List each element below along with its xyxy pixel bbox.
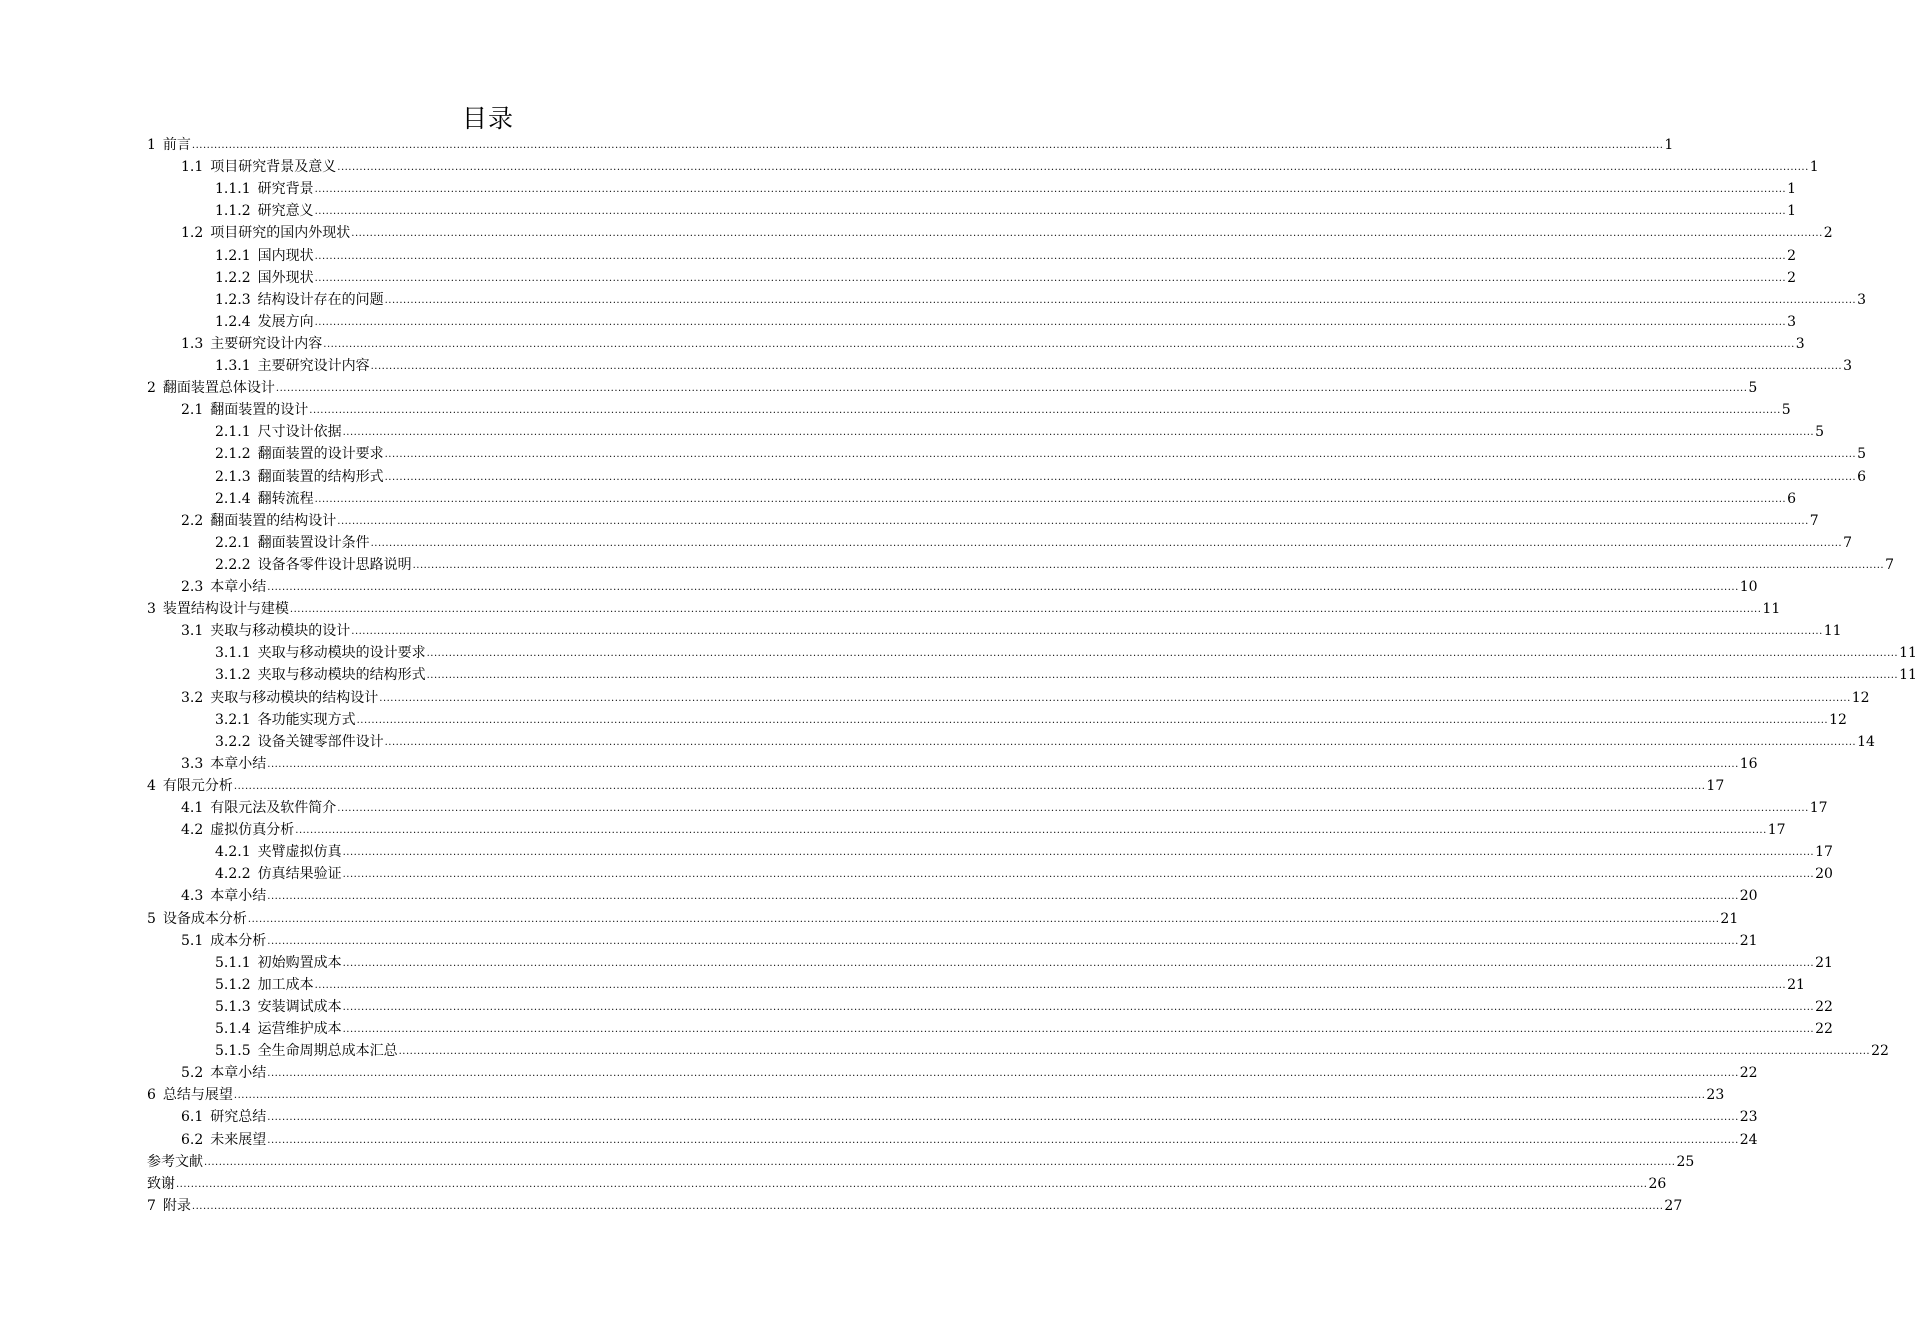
toc-entry[interactable] <box>181 1062 1758 1082</box>
toc-dot-leader: ................................................................................................................................................................................................................................................................................................................................................................................................................ <box>314 206 1787 217</box>
toc-entry-number: 2.1.3 <box>215 469 251 485</box>
toc-entry-number: 4.1 <box>181 800 204 816</box>
toc-entry-title: 翻面装置的结构设计 <box>210 513 337 529</box>
toc-dot-leader: ................................................................................................................................................................................................................................................................................................................................................................................................................ <box>233 1090 1706 1101</box>
toc-entry[interactable] <box>215 841 1833 861</box>
toc-entry[interactable] <box>181 576 1758 596</box>
toc-entry-number: 3.2.2 <box>215 734 251 750</box>
toc-entry-page-number: 17 <box>1815 844 1833 860</box>
toc-entry-page-number: 2 <box>1823 225 1833 241</box>
page-title: 目录 <box>461 104 514 133</box>
toc-entry-title: 研究总结 <box>210 1109 267 1125</box>
toc-entry[interactable] <box>147 598 1781 618</box>
toc-dot-leader: ................................................................................................................................................................................................................................................................................................................................................................................................................ <box>384 737 1857 748</box>
toc-dot-leader: ................................................................................................................................................................................................................................................................................................................................................................................................................ <box>314 317 1787 328</box>
toc-entry-title: 本章小结 <box>210 888 267 904</box>
toc-entry-number: 3.1 <box>181 623 204 639</box>
toc-entry[interactable] <box>147 377 1758 397</box>
toc-entry-title: 结构设计存在的问题 <box>257 292 384 308</box>
toc-entry-page-number: 17 <box>1809 800 1828 816</box>
toc-entry-page-number: 1 <box>1664 137 1674 153</box>
toc-entry-page-number: 11 <box>1823 623 1842 639</box>
toc-dot-leader: ................................................................................................................................................................................................................................................................................................................................................................................................................ <box>314 494 1787 505</box>
toc-entry-number: 3.1.1 <box>215 645 251 661</box>
toc-entry-page-number: 17 <box>1767 822 1786 838</box>
toc-entry-page-number: 22 <box>1739 1065 1758 1081</box>
toc-entry-title: 各功能实现方式 <box>257 712 356 728</box>
toc-entry-page-number: 21 <box>1720 911 1739 927</box>
toc-entry-number: 3.2.1 <box>215 712 251 728</box>
toc-entry-number: 2.2.2 <box>215 557 251 573</box>
toc-entry-number: 5.1.1 <box>215 955 251 971</box>
toc-dot-leader: ................................................................................................................................................................................................................................................................................................................................................................................................................ <box>176 1179 1648 1190</box>
toc-entry-page-number: 12 <box>1851 690 1870 706</box>
toc-entry-page-number: 7 <box>1885 557 1895 573</box>
toc-entry[interactable] <box>215 443 1867 463</box>
toc-entry-title: 安装调试成本 <box>257 999 342 1015</box>
toc-entry-page-number: 26 <box>1648 1176 1667 1192</box>
toc-entry-page-number: 5 <box>1815 424 1825 440</box>
toc-entry-number: 1.3.1 <box>215 358 251 374</box>
toc-dot-leader: ................................................................................................................................................................................................................................................................................................................................................................................................................ <box>356 715 1829 726</box>
toc-entry-number: 4.2 <box>181 822 204 838</box>
toc-entry-number: 1.2 <box>181 225 204 241</box>
toc-entry[interactable] <box>147 1151 1695 1171</box>
toc-entry-number: 2 <box>147 380 156 396</box>
toc-entry-page-number: 3 <box>1843 358 1853 374</box>
toc-entry-title: 装置结构设计与建模 <box>162 601 289 617</box>
toc-entry[interactable] <box>215 1040 1889 1060</box>
toc-dot-leader: ................................................................................................................................................................................................................................................................................................................................................................................................................ <box>323 339 1795 350</box>
toc-entry-number: 4.3 <box>181 888 204 904</box>
toc-entry-page-number: 23 <box>1739 1109 1758 1125</box>
toc-entry[interactable] <box>181 797 1828 817</box>
toc-entry-title: 总结与展望 <box>162 1087 233 1103</box>
toc-entry[interactable] <box>147 1195 1683 1215</box>
toc-entry[interactable] <box>215 709 1847 729</box>
toc-entry-page-number: 20 <box>1739 888 1758 904</box>
toc-entry-number: 3.3 <box>181 756 204 772</box>
toc-entry-title: 发展方向 <box>257 314 314 330</box>
toc-entry-title: 设备各零件设计思路说明 <box>257 557 412 573</box>
toc-dot-leader: ................................................................................................................................................................................................................................................................................................................................................................................................................ <box>267 1135 1739 1146</box>
toc-dot-leader: ................................................................................................................................................................................................................................................................................................................................................................................................................ <box>191 1201 1664 1212</box>
toc-entry-title: 研究意义 <box>257 203 314 219</box>
toc-entry-page-number: 22 <box>1815 1021 1833 1037</box>
toc-dot-leader: ................................................................................................................................................................................................................................................................................................................................................................................................................ <box>314 980 1787 991</box>
toc-entry-title: 夹臂虚拟仿真 <box>257 844 342 860</box>
toc-entry-title: 设备关键零部件设计 <box>257 734 384 750</box>
toc-entry-page-number: 3 <box>1787 314 1797 330</box>
toc-entry[interactable] <box>215 1018 1833 1038</box>
toc-dot-leader: ................................................................................................................................................................................................................................................................................................................................................................................................................ <box>370 361 1843 372</box>
toc-entry-number: 4.2.1 <box>215 844 251 860</box>
toc-entry-title: 虚拟仿真分析 <box>210 822 295 838</box>
toc-entry-title: 加工成本 <box>257 977 314 993</box>
toc-entry-page-number: 2 <box>1787 248 1797 264</box>
toc-entry-page-number: 5 <box>1857 446 1867 462</box>
toc-dot-leader: ................................................................................................................................................................................................................................................................................................................................................................................................................ <box>314 184 1787 195</box>
toc-entry[interactable] <box>181 399 1791 419</box>
toc-entry[interactable] <box>215 289 1867 309</box>
toc-entry[interactable] <box>215 996 1833 1016</box>
toc-entry-page-number: 7 <box>1843 535 1853 551</box>
toc-entry[interactable] <box>215 267 1797 287</box>
toc-entry[interactable] <box>215 421 1825 441</box>
toc-dot-leader: ................................................................................................................................................................................................................................................................................................................................................................................................................ <box>337 516 1809 527</box>
toc-entry-page-number: 25 <box>1676 1154 1695 1170</box>
toc-entry-page-number: 3 <box>1795 336 1805 352</box>
toc-entry-number: 1.3 <box>181 336 204 352</box>
toc-entry-number: 7 <box>147 1198 156 1214</box>
toc-entry-page-number: 3 <box>1857 292 1867 308</box>
toc-entry[interactable] <box>215 178 1797 198</box>
toc-entry-page-number: 22 <box>1815 999 1833 1015</box>
toc-dot-leader: ................................................................................................................................................................................................................................................................................................................................................................................................................ <box>384 295 1857 306</box>
toc-entry-title: 翻面装置的结构形式 <box>257 469 384 485</box>
toc-entry-page-number: 6 <box>1787 491 1797 507</box>
toc-entry-number: 2.2.1 <box>215 535 251 551</box>
toc-dot-leader: ................................................................................................................................................................................................................................................................................................................................................................................................................ <box>426 670 1899 681</box>
toc-entry[interactable] <box>181 156 1819 176</box>
toc-entry-number: 5.1.4 <box>215 1021 251 1037</box>
toc-entry[interactable] <box>215 642 1917 662</box>
toc-entry-number: 4.2.2 <box>215 866 251 882</box>
toc-entry[interactable] <box>215 731 1875 751</box>
toc-entry-page-number: 21 <box>1739 933 1758 949</box>
toc-dot-leader: ................................................................................................................................................................................................................................................................................................................................................................................................................ <box>247 914 1720 925</box>
toc-entry-number: 6.2 <box>181 1132 204 1148</box>
toc-entry-title: 成本分析 <box>210 933 267 949</box>
toc-dot-leader: ................................................................................................................................................................................................................................................................................................................................................................................................................ <box>351 228 1823 239</box>
toc-dot-leader: ................................................................................................................................................................................................................................................................................................................................................................................................................ <box>342 1002 1815 1013</box>
toc-entry[interactable] <box>215 488 1797 508</box>
toc-dot-leader: ................................................................................................................................................................................................................................................................................................................................................................................................................ <box>384 449 1857 460</box>
toc-entry-number: 2.1.2 <box>215 446 251 462</box>
toc-entry-number: 4 <box>147 778 156 794</box>
toc-entry-title: 本章小结 <box>210 579 267 595</box>
toc-entry[interactable] <box>181 333 1805 353</box>
toc-entry[interactable] <box>215 554 1895 574</box>
toc-entry-title: 附录 <box>162 1198 191 1214</box>
toc-entry-number: 2.1 <box>181 402 204 418</box>
toc-entry[interactable] <box>181 1129 1758 1149</box>
toc-entry-page-number: 1 <box>1787 181 1797 197</box>
toc-entry-page-number: 11 <box>1762 601 1781 617</box>
toc-entry[interactable] <box>215 311 1797 331</box>
toc-entry-page-number: 16 <box>1739 756 1758 772</box>
toc-entry[interactable] <box>215 200 1797 220</box>
toc-entry[interactable] <box>181 1106 1758 1126</box>
toc-entry-number: 2.1.1 <box>215 424 251 440</box>
toc-entry-page-number: 21 <box>1787 977 1805 993</box>
toc-dot-leader: ................................................................................................................................................................................................................................................................................................................................................................................................................ <box>233 781 1706 792</box>
toc-entry-number: 3 <box>147 601 156 617</box>
toc-entry-number: 2.2 <box>181 513 204 529</box>
toc-entry-page-number: 5 <box>1748 380 1758 396</box>
toc-entry-title: 项目研究背景及意义 <box>210 159 337 175</box>
toc-entry[interactable] <box>181 510 1819 530</box>
toc-entry-number: 5.1.3 <box>215 999 251 1015</box>
toc-dot-leader: ................................................................................................................................................................................................................................................................................................................................................................................................................ <box>412 560 1885 571</box>
toc-dot-leader: ................................................................................................................................................................................................................................................................................................................................................................................................................ <box>295 825 1767 836</box>
toc-entry-page-number: 12 <box>1829 712 1847 728</box>
toc-entry-title: 设备成本分析 <box>162 911 247 927</box>
toc-entry-page-number: 7 <box>1809 513 1819 529</box>
toc-entry[interactable] <box>215 974 1805 994</box>
toc-entry-number: 6.1 <box>181 1109 204 1125</box>
toc-entry-title: 参考文献 <box>147 1154 203 1170</box>
toc-entry[interactable] <box>147 1173 1667 1193</box>
toc-entry-page-number: 2 <box>1787 270 1797 286</box>
toc-entry[interactable] <box>147 1084 1725 1104</box>
toc-entry[interactable] <box>215 863 1833 883</box>
toc-entry-number: 1 <box>147 137 156 153</box>
toc-entry-title: 本章小结 <box>210 756 267 772</box>
toc-dot-leader: ................................................................................................................................................................................................................................................................................................................................................................................................................ <box>337 803 1809 814</box>
toc-dot-leader: ................................................................................................................................................................................................................................................................................................................................................................................................................ <box>314 273 1787 284</box>
toc-entry-title: 夹取与移动模块的结构形式 <box>257 667 426 683</box>
toc-dot-leader: ................................................................................................................................................................................................................................................................................................................................................................................................................ <box>289 604 1762 615</box>
toc-entry-number: 1.1 <box>181 159 204 175</box>
toc-dot-leader: ................................................................................................................................................................................................................................................................................................................................................................................................................ <box>342 427 1815 438</box>
toc-entry-title: 初始购置成本 <box>257 955 342 971</box>
toc-entry-number: 5.1 <box>181 933 204 949</box>
toc-entry-number: 6 <box>147 1087 156 1103</box>
toc-entry-page-number: 11 <box>1899 645 1917 661</box>
toc-dot-leader: ................................................................................................................................................................................................................................................................................................................................................................................................................ <box>384 472 1857 483</box>
toc-entry-page-number: 11 <box>1899 667 1917 683</box>
toc-entry-title: 主要研究设计内容 <box>257 358 370 374</box>
toc-entry-page-number: 10 <box>1739 579 1758 595</box>
toc-entry-number: 5.1.2 <box>215 977 251 993</box>
toc-dot-leader: ................................................................................................................................................................................................................................................................................................................................................................................................................ <box>342 1024 1815 1035</box>
toc-dot-leader: ................................................................................................................................................................................................................................................................................................................................................................................................................ <box>267 936 1739 947</box>
toc-dot-leader: ................................................................................................................................................................................................................................................................................................................................................................................................................ <box>398 1046 1871 1057</box>
toc-entry-number: 1.2.3 <box>215 292 251 308</box>
toc-dot-leader: ................................................................................................................................................................................................................................................................................................................................................................................................................ <box>342 869 1815 880</box>
toc-entry[interactable] <box>147 908 1739 928</box>
toc-entry-title: 有限元分析 <box>162 778 233 794</box>
toc-entry-page-number: 1 <box>1809 159 1819 175</box>
toc-entry-page-number: 22 <box>1871 1043 1889 1059</box>
toc-entry-number: 3.1.2 <box>215 667 251 683</box>
toc-entry-title: 仿真结果验证 <box>257 866 342 882</box>
toc-dot-leader: ................................................................................................................................................................................................................................................................................................................................................................................................................ <box>275 383 1748 394</box>
toc-entry-number: 1.1.1 <box>215 181 251 197</box>
toc-entry-title: 夹取与移动模块的设计 <box>210 623 351 639</box>
toc-entry-page-number: 1 <box>1787 203 1797 219</box>
toc-dot-leader: ................................................................................................................................................................................................................................................................................................................................................................................................................ <box>191 140 1664 151</box>
toc-entry-number: 1.2.4 <box>215 314 251 330</box>
toc-entry-title: 国外现状 <box>257 270 314 286</box>
toc-entry[interactable] <box>215 355 1853 375</box>
toc-entry-title: 未来展望 <box>210 1132 267 1148</box>
toc-dot-leader: ................................................................................................................................................................................................................................................................................................................................................................................................................ <box>314 251 1787 262</box>
toc-entry[interactable] <box>215 245 1797 265</box>
toc-dot-leader: ................................................................................................................................................................................................................................................................................................................................................................................................................ <box>267 582 1739 593</box>
toc-dot-leader: ................................................................................................................................................................................................................................................................................................................................................................................................................ <box>267 759 1739 770</box>
toc-entry-page-number: 27 <box>1664 1198 1683 1214</box>
toc-dot-leader: ................................................................................................................................................................................................................................................................................................................................................................................................................ <box>342 847 1815 858</box>
toc-entry[interactable] <box>147 775 1725 795</box>
toc-entry-page-number: 21 <box>1815 955 1833 971</box>
toc-dot-leader: ................................................................................................................................................................................................................................................................................................................................................................................................................ <box>267 1068 1739 1079</box>
toc-entry[interactable] <box>215 664 1917 684</box>
toc-dot-leader: ................................................................................................................................................................................................................................................................................................................................................................................................................ <box>426 648 1899 659</box>
toc-entry-number: 1.2.2 <box>215 270 251 286</box>
toc-entry-title: 翻转流程 <box>257 491 314 507</box>
toc-entry[interactable] <box>181 687 1870 707</box>
toc-entry-number: 1.1.2 <box>215 203 251 219</box>
toc-entry-page-number: 6 <box>1857 469 1867 485</box>
toc-entry-title: 本章小结 <box>210 1065 267 1081</box>
toc-entry-number: 2.3 <box>181 579 204 595</box>
toc-entry-title: 夹取与移动模块的结构设计 <box>210 690 379 706</box>
toc-entry-title: 主要研究设计内容 <box>210 336 323 352</box>
toc-entry[interactable] <box>181 819 1786 839</box>
toc-entry-page-number: 23 <box>1706 1087 1725 1103</box>
toc-dot-leader: ................................................................................................................................................................................................................................................................................................................................................................................................................ <box>267 891 1739 902</box>
toc-entry[interactable] <box>181 885 1758 905</box>
toc-dot-leader: ................................................................................................................................................................................................................................................................................................................................................................................................................ <box>379 693 1851 704</box>
toc-entry-title: 项目研究的国内外现状 <box>210 225 351 241</box>
toc-entry-title: 翻面装置总体设计 <box>162 380 275 396</box>
toc-entry-title: 致谢 <box>147 1176 175 1192</box>
toc-entry-title: 研究背景 <box>257 181 314 197</box>
toc-entry-title: 国内现状 <box>257 248 314 264</box>
toc-entry[interactable] <box>215 532 1853 552</box>
toc-dot-leader: ................................................................................................................................................................................................................................................................................................................................................................................................................ <box>267 1112 1739 1123</box>
toc-dot-leader: ................................................................................................................................................................................................................................................................................................................................................................................................................ <box>370 538 1843 549</box>
toc-entry[interactable] <box>181 222 1833 242</box>
toc-entry-title: 运营维护成本 <box>257 1021 342 1037</box>
toc-entry-number: 2.1.4 <box>215 491 251 507</box>
toc-dot-leader: ................................................................................................................................................................................................................................................................................................................................................................................................................ <box>351 626 1823 637</box>
toc-entry-page-number: 5 <box>1781 402 1791 418</box>
toc-entry-number: 1.2.1 <box>215 248 251 264</box>
toc-entry-page-number: 17 <box>1706 778 1725 794</box>
toc-entry-page-number: 20 <box>1815 866 1833 882</box>
toc-entry[interactable] <box>215 952 1833 972</box>
toc-entry-title: 翻面装置的设计要求 <box>257 446 384 462</box>
toc-entry-number: 5 <box>147 911 156 927</box>
toc-entry-page-number: 24 <box>1739 1132 1758 1148</box>
toc-entry-title: 前言 <box>162 137 191 153</box>
toc-entry-page-number: 14 <box>1857 734 1875 750</box>
toc-entry-number: 3.2 <box>181 690 204 706</box>
toc-entry[interactable] <box>147 134 1674 154</box>
toc-entry-title: 尺寸设计依据 <box>257 424 342 440</box>
toc-entry[interactable] <box>215 466 1867 486</box>
toc-entry-title: 翻面装置设计条件 <box>257 535 370 551</box>
toc-entry-title: 有限元法及软件简介 <box>210 800 337 816</box>
toc-entry-number: 5.1.5 <box>215 1043 251 1059</box>
toc-entry-title: 夹取与移动模块的设计要求 <box>257 645 426 661</box>
toc-dot-leader: ................................................................................................................................................................................................................................................................................................................................................................................................................ <box>342 958 1815 969</box>
toc-dot-leader: ................................................................................................................................................................................................................................................................................................................................................................................................................ <box>337 162 1809 173</box>
toc-entry-title: 全生命周期总成本汇总 <box>257 1043 398 1059</box>
toc-entry[interactable] <box>181 930 1758 950</box>
toc-dot-leader: ................................................................................................................................................................................................................................................................................................................................................................................................................ <box>309 405 1781 416</box>
toc-entry[interactable] <box>181 753 1758 773</box>
toc-entry-number: 5.2 <box>181 1065 204 1081</box>
toc-entry-title: 翻面装置的设计 <box>210 402 309 418</box>
toc-dot-leader: ................................................................................................................................................................................................................................................................................................................................................................................................................ <box>204 1157 1676 1168</box>
toc-entry[interactable] <box>181 620 1842 640</box>
